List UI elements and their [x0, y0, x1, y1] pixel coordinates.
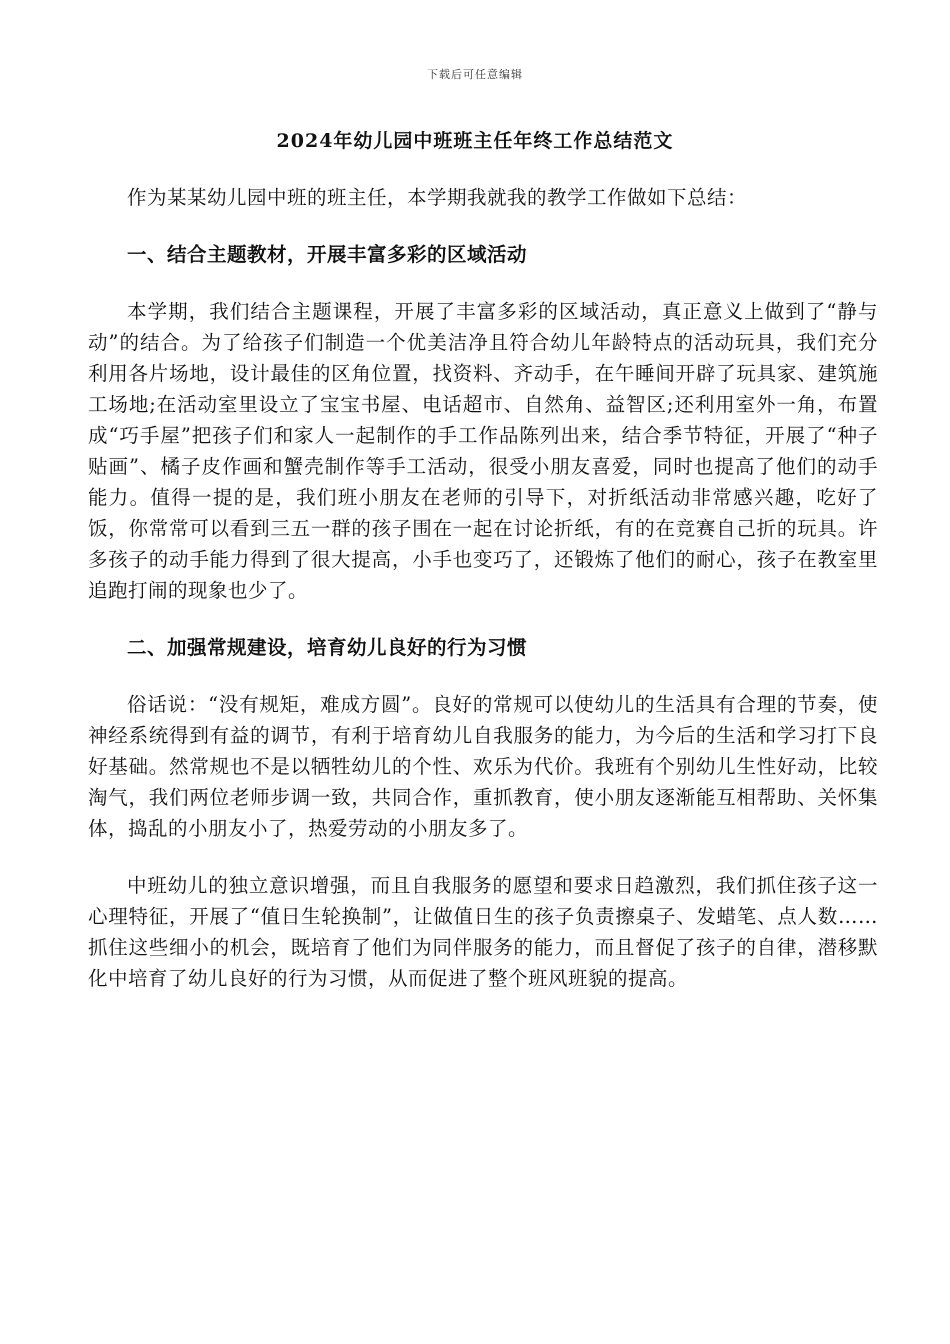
- document-body: [88, 182, 878, 994]
- intro-paragraph: 作为某某幼儿园中班的班主任，本学期我就我的教学工作做如下总结：: [127, 186, 748, 209]
- section-2-paragraph-1: 俗话说：“没有规矩，难成方圆”。良好的常规可以使幼儿的生活具有合理的节奏，使神经系统得到有益的调节，有利于培育幼儿自我服务的能力，为今后的生活和学习打下良好基础。然常规也不是以牺牲幼儿的个性、欢乐为代价。我班有个别幼儿生性好动，比较淘气，我们两位老师步调一致，共同合作，重抓教育，使小朋友逐渐能互相帮助、关怀集体，捣乱的小朋友小了，热爱劳动的小朋友多了。: [88, 693, 878, 840]
- document-title: 2024年幼儿园中班班主任年终工作总结范文: [276, 130, 674, 152]
- header-note: 下载后可任意编辑: [427, 68, 523, 81]
- section-1-heading: 一、结合主题教材，开展丰富多彩的区域活动: [127, 243, 528, 266]
- section-2-heading: 二、加强常规建设，培育幼儿良好的行为习惯: [127, 636, 528, 659]
- section-1-paragraph: 本学期，我们结合主题课程，开展了丰富多彩的区域活动，真正意义上做到了“静与动”的结合。为了给孩子们制造一个优美洁净且符合幼儿年龄特点的活动玩具，我们充分利用各片场地，设计最佳的区角位置，找资料、齐动手，在午睡间开辟了玩具家、建筑施工场地;在活动室里设立了宝宝书屋、电话超市、自然角、益智区;还利用室外一角，布置成“巧手屋”把孩子们和家人一起制作的手工作品陈列出来，结合季节特征，开展了“种子贴画”、橘子皮作画和蟹壳制作等手工活动，很受小朋友喜爱，同时也提高了他们的动手能力。值得一提的是，我们班小朋友在老师的引导下，对折纸活动非常感兴趣，吃好了饭，你常常可以看到三五一群的孩子围在一起在讨论折纸，有的在竞赛自己折的玩具。许多孩子的动手能力得到了很大提高，小手也变巧了，还锻炼了他们的耐心，孩子在教室里追跑打闹的现象也少了。: [88, 300, 878, 602]
- section-2-paragraph-2: 中班幼儿的独立意识增强，而且自我服务的愿望和要求日趋激烈，我们抓住孩子这一心理特征，开展了“值日生轮换制”，让做值日生的孩子负责擦桌子、发蜡笔、点人数……抓住这些细小的机会，既培育了他们为同伴服务的能力，而且督促了孩子的自律，潜移默化中培育了幼儿良好的行为习惯，从而促进了整个班风班貌的提高。: [88, 874, 878, 990]
